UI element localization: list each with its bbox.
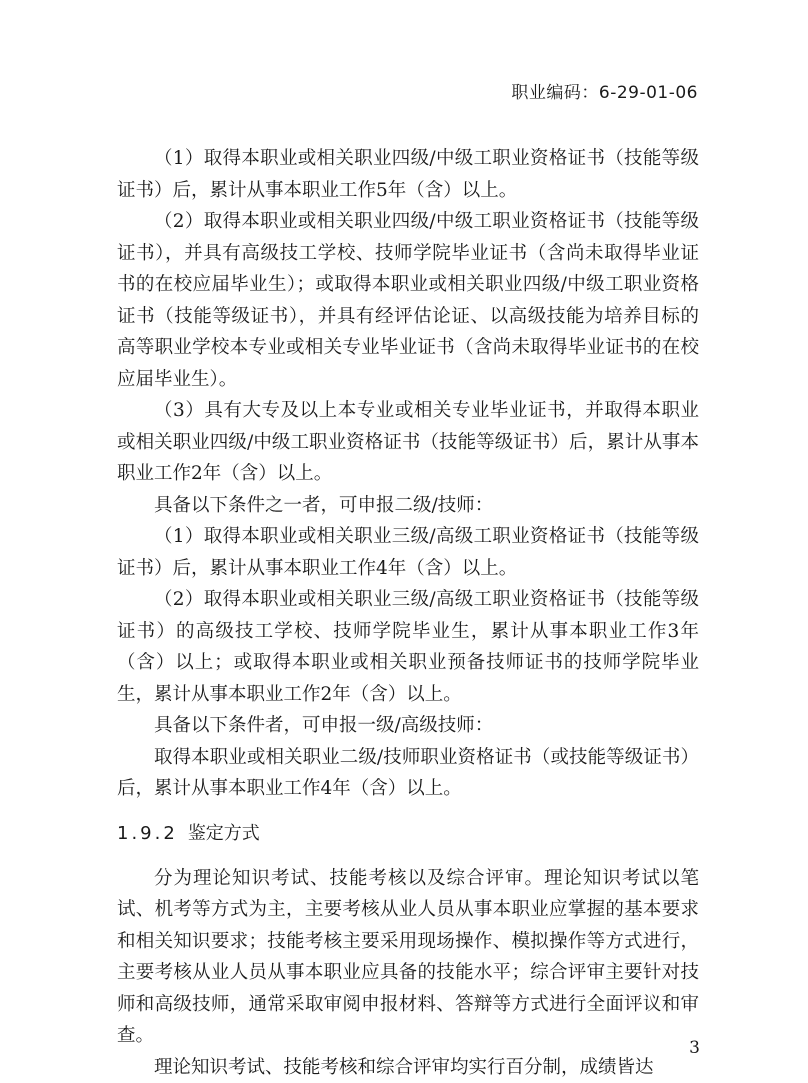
paragraph: 分为理论知识考试、技能考核以及综合评审。理论知识考试以笔试、机考等方式为主，主要考核从业人员从事本职业应掌握的基本要求和相关知识要求；技能考核主要采用现场操作、模拟操作等方式进行，主要考核从业人员从事本职业应具备的技能水平；综合评审主要针对技师和高级技师，通常采取审阅申报材料、答辩等方式进行全面评议和审查。 (117, 863, 699, 1052)
paragraph: 具备以下条件之一者，可申报二级/技师： (117, 490, 699, 522)
page-number: 3 (689, 1038, 700, 1058)
section-number: 1.9.2 (117, 823, 178, 844)
section-heading (117, 819, 699, 849)
paragraph: （2）取得本职业或相关职业三级/高级工职业资格证书（技能等级证书）的高级技工学校、技师学院毕业生，累计从事本职业工作3年（含）以上；或取得本职业或相关职业预备技师证书的技师学院毕业生，累计从事本职业工作2年（含）以上。 (117, 584, 699, 710)
occupation-code-header: 职业编码：6-29-01-06 (511, 78, 698, 103)
paragraph: （3）具有大专及以上本专业或相关专业毕业证书，并取得本职业或相关职业四级/中级工职业资格证书（技能等级证书）后，累计从事本职业工作2年（含）以上。 (117, 395, 699, 490)
paragraph: 具备以下条件者，可申报一级/高级技师： (117, 710, 699, 742)
paragraph: （1）取得本职业或相关职业四级/中级工职业资格证书（技能等级证书）后，累计从事本职业工作5年（含）以上。 (117, 143, 699, 206)
paragraph: 理论知识考试、技能考核和综合评审均实行百分制，成绩皆达 (117, 1052, 699, 1083)
section-title: 鉴定方式 (188, 823, 260, 844)
paragraph: 取得本职业或相关职业二级/技师职业资格证书（或技能等级证书）后，累计从事本职业工作4年（含）以上。 (117, 742, 699, 805)
body-text (117, 143, 699, 1083)
paragraph: （2）取得本职业或相关职业四级/中级工职业资格证书（技能等级证书），并具有高级技工学校、技师学院毕业证书（含尚未取得毕业证书的在校应届毕业生）；或取得本职业或相关职业四级/中级工职业资格证书（技能等级证书），并具有经评估论证、以高级技能为培养目标的高等职业学校本专业或相关专业毕业证书（含尚未取得毕业证书的在校应届毕业生）。 (117, 206, 699, 395)
paragraph: （1）取得本职业或相关职业三级/高级工职业资格证书（技能等级证书）后，累计从事本职业工作4年（含）以上。 (117, 521, 699, 584)
